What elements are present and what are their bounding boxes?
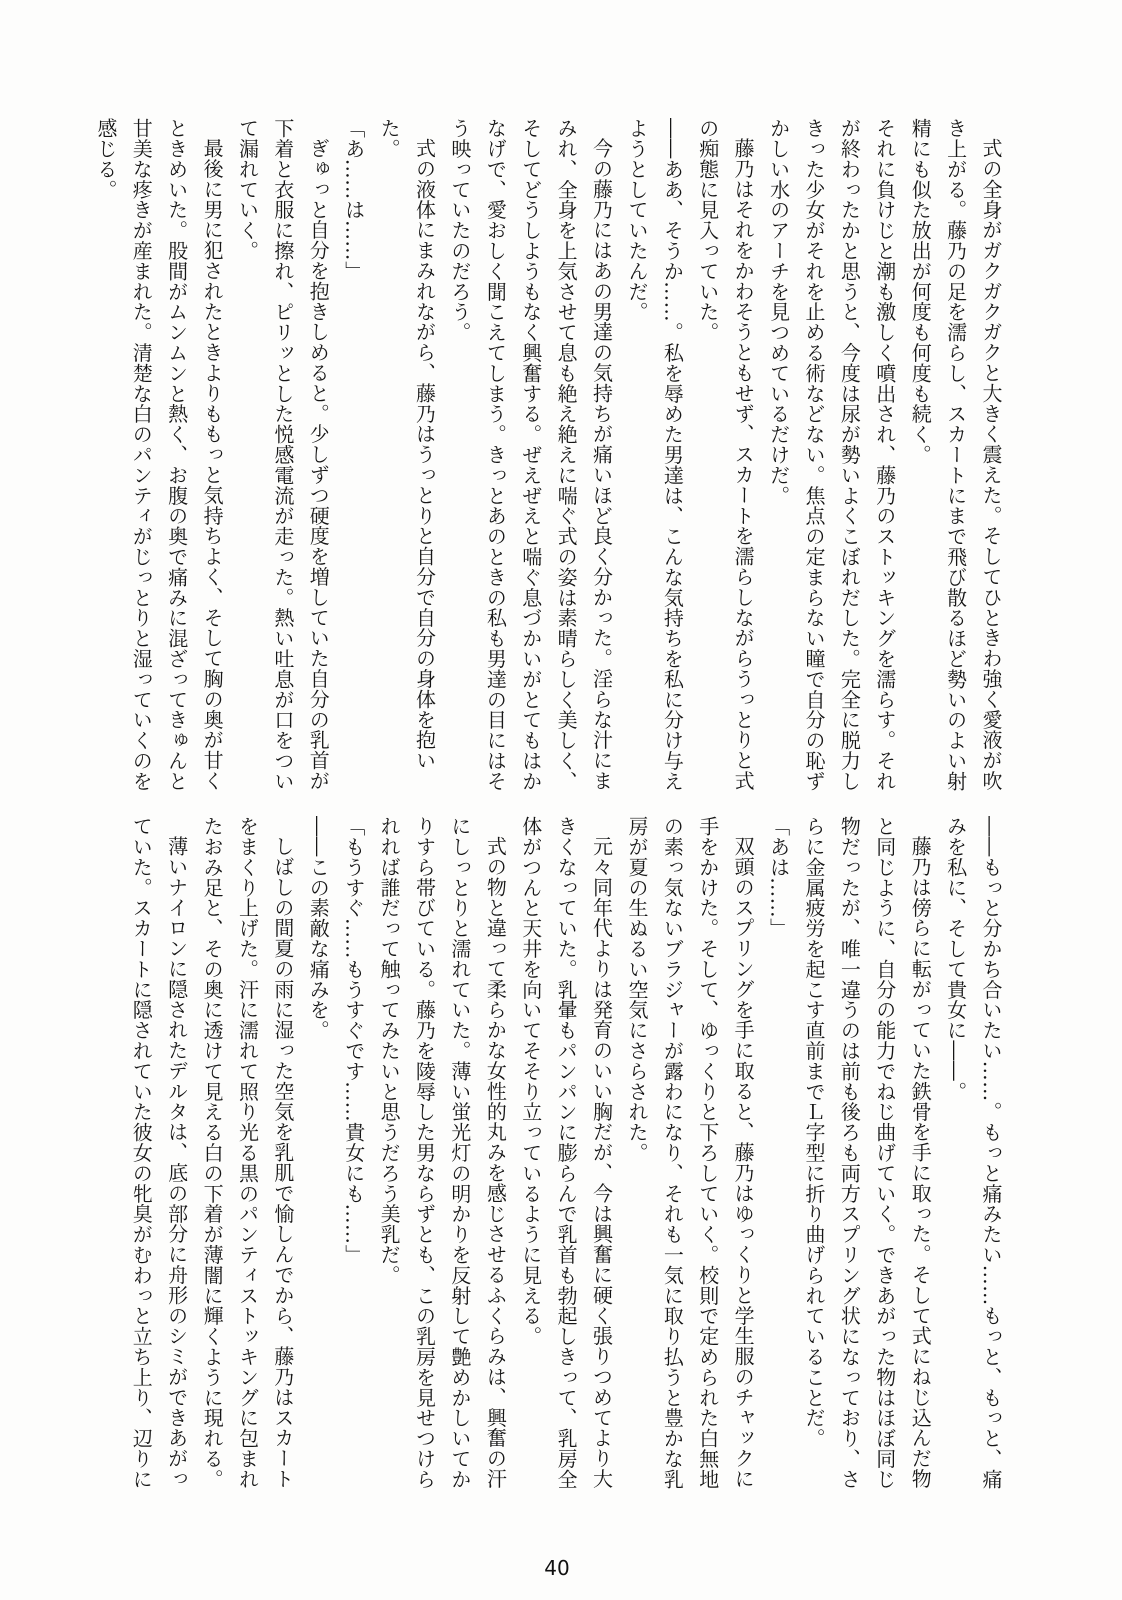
- paragraph: 藤乃は傍らに転がっていた鉄骨を手に取った。そして式にねじ込んだ物と同じように、自分の能力でねじ曲げていく。できあがった物はほぼ同じ物だったが、唯一違うのは前も後ろも両方スプリング状になっており、さらに金属疲労を起こす直前までＬ字型に折り曲げられていることだ。: [801, 816, 933, 1490]
- paragraph: 最後に男に犯されたときよりももっと気持ちよく、そして胸の奥が甘くときめいた。股間がムンムンと熱く、お腹の奥で痛みに混ざってきゅんと甘美な疼きが産まれた。清楚な白のパンティがじっとりと湿っていくのを感じる。: [93, 118, 225, 792]
- paragraph: 藤乃はそれをかわそうともせず、スカートを濡らしながらうっとりと式の痴態に見入っていた。: [695, 118, 756, 792]
- paragraph: ――この素敵な痛みを。: [306, 816, 331, 1041]
- paragraph: それに負けじと潮も激しく噴出され、藤乃のストッキングを濡らす。それが終わったかと思うと、今度は尿が勢いよくこぼれだした。完全に脱力しきった少女がそれを止める術などない。焦点の定まらない瞳で自分の恥ずかしい水のアーチを見つめているだけだ。: [766, 118, 897, 792]
- paragraph: 「あは……」: [766, 816, 791, 939]
- paragraph: 「もうすぐ……もうすぐです……貴女にも……」: [341, 816, 366, 1265]
- paragraph: ――ああ、そうか……。私を辱めた男達は、こんな気持ちを私に分け与えようとしていたんだ。: [624, 118, 685, 792]
- paragraph: 式の物と違って柔らかな女性的丸みを感じさせるふくらみは、興奮の汗にしっとりと濡れていた。薄い蛍光灯の明かりを反射して艶めかしいてかりすら帯びている。藤乃を陵辱した男ならずとも、この乳房を見せつけられれば誰だって触ってみたいと思うだろう美乳だ。: [377, 816, 508, 1490]
- paragraph: 薄いナイロンに隠されたデルタは、底の部分に舟形のシミができあがっていた。スカートに隠されていた彼女の牝臭がむわっと立ち上り、辺りに: [129, 816, 189, 1490]
- text-block-top: [87, 118, 1008, 794]
- paragraph: 式の液体にまみれながら、藤乃はうっとりと自分で自分の身体を抱いた。: [377, 118, 437, 771]
- text-block-bottom: [123, 816, 1008, 1492]
- paragraph: ――もっと分かち合いたい……。もっと痛みたい……もっと、もっと、痛みを私に、そして貴女に――。: [943, 816, 1003, 1490]
- page-number: 40: [544, 1556, 570, 1580]
- paragraph: 「あ……は……」: [341, 118, 366, 282]
- paragraph: 双頭のスプリングを手に取ると、藤乃はゆっくりと学生服のチャックに手をかけた。そして、ゆっくりと下ろしていく。校則で定められた白無地の素っ気ないブラジャーが露わになり、それも一気に取り払うと豊かな乳房が夏の生ぬるい空気にさらされた。: [624, 816, 756, 1490]
- paragraph: しばしの間夏の雨に湿った空気を乳肌で愉しんでから、藤乃はスカートをまくり上げた。汗に濡れて照り光る黒のパンティストッキングに包まれたおみ足と、その奥に透けて見える白の下着が薄闇に輝くように現れる。: [200, 816, 295, 1490]
- paragraph: 式の全身がガクガクガクと大きく震えた。そしてひときわ強く愛液が吹き上がる。藤乃の足を濡らし、スカートにまで飛び散るほど勢いのよい射精にも似た放出が何度も何度も続く。: [908, 118, 1003, 792]
- paragraph: 今の藤乃にはあの男達の気持ちが痛いほど良く分かった。淫らな汁にまみれ、全身を上気させて息も絶え絶えに喘ぐ式の姿は素晴らしく美しく、そしてどうしようもなく興奮する。ぜえぜえと喘ぐ息づかいがとてもはかなげで、愛おしく聞こえてしまう。きっとあのときの私も男達の目にはそう映っていたのだろう。: [447, 118, 614, 792]
- paragraph: ぎゅっと自分を抱きしめると。少しずつ硬度を増していた自分の乳首が下着と衣服に擦れ、ピリッとした悦感電流が走った。熱い吐息が口をついて漏れていく。: [235, 118, 331, 792]
- paragraph: 元々同年代よりは発育のいい胸だが、今は興奮に硬く張りつめてより大きくなっていた。乳暈もパンパンに膨らんで乳首も勃起しきって、乳房全体がつんと天井を向いてそそり立っているように見える。: [518, 816, 614, 1490]
